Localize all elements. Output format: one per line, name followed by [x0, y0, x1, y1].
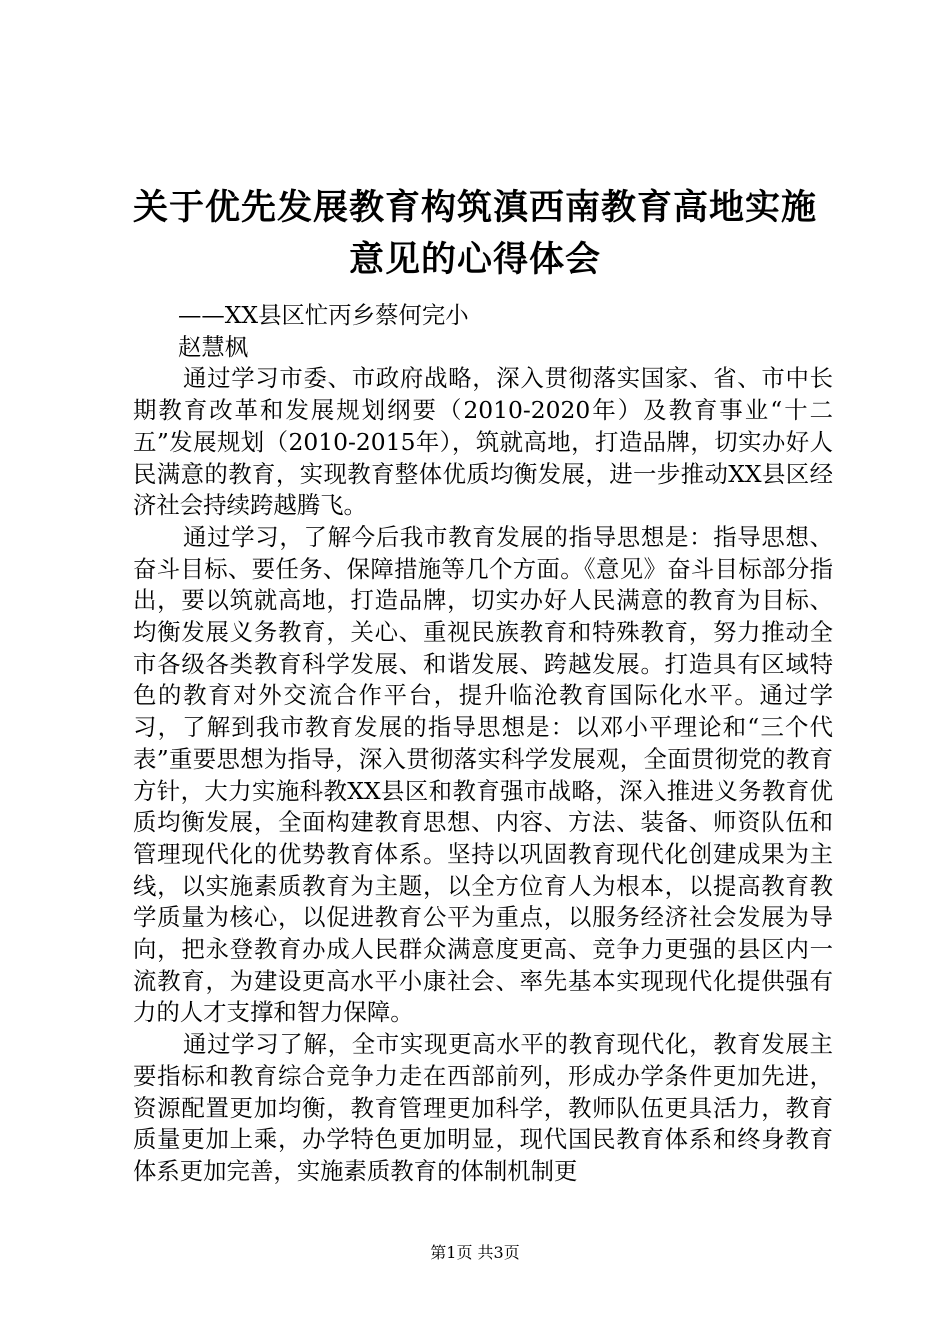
document-body: [133, 300, 833, 1188]
paragraph: 通过学习市委、市政府战略，深入贯彻落实国家、省、市中长期教育改革和发展规划纲要（2010-2020年）及教育事业“十二五”发展规划（2010-2015年），筑就高地，打造品牌，切实办好人民满意的教育，实现教育整体优质均衡发展，进一步推动XX县区经济社会持续跨越腾飞。: [133, 364, 833, 520]
paragraph: 通过学习，了解今后我市教育发展的指导思想是：指导思想、奋斗目标、要任务、保障措施等几个方面。《意见》奋斗目标部分指出，要以筑就高地，打造品牌，切实办好人民满意的教育为目标、均衡发展义务教育，关心、重视民族教育和特殊教育，努力推动全市各级各类教育科学发展、和谐发展、跨越发展。打造具有区域特色的教育对外交流合作平台，提升临沧教育国际化水平。通过学习，了解到我市教育发展的指导思想是：以邓小平理论和“三个代表”重要思想为指导，深入贯彻落实科学发展观，全面贯彻党的教育方针，大力实施科教XX县区和教育强市战略，深入推进义务教育优质均衡发展，全面构建教育思想、内容、方法、装备、师资队伍和管理现代化的优势教育体系。坚持以巩固教育现代化创建成果为主线，以实施素质教育为主题，以全方位育人为根本，以提高教育教学质量为核心，以促进教育公平为重点，以服务经济社会发展为导向，把永登教育办成人民群众满意度更高、竞争力更强的县区内一流教育，为建设更高水平小康社会、率先基本实现现代化提供强有力的人才支撑和智力保障。: [133, 522, 833, 1027]
document-title: 关于优先发展教育构筑滇西南教育高地实施意见的心得体会: [132, 188, 817, 280]
paragraph: 通过学习了解，全市实现更高水平的教育现代化，教育发展主要指标和教育综合竞争力走在西部前列，形成办学条件更加先进，资源配置更加均衡，教育管理更加科学，教师队伍更具活力，教育质量更加上乘，办学特色更加明显，现代国民教育体系和终身教育体系更加完善，实施素质教育的体制机制更: [133, 1030, 833, 1185]
page-footer: 第1页 共3页: [430, 1243, 520, 1262]
byline-author: 赵慧枫: [178, 332, 249, 361]
byline-organization: ——XX县区忙丙乡蔡何完小: [178, 301, 469, 329]
